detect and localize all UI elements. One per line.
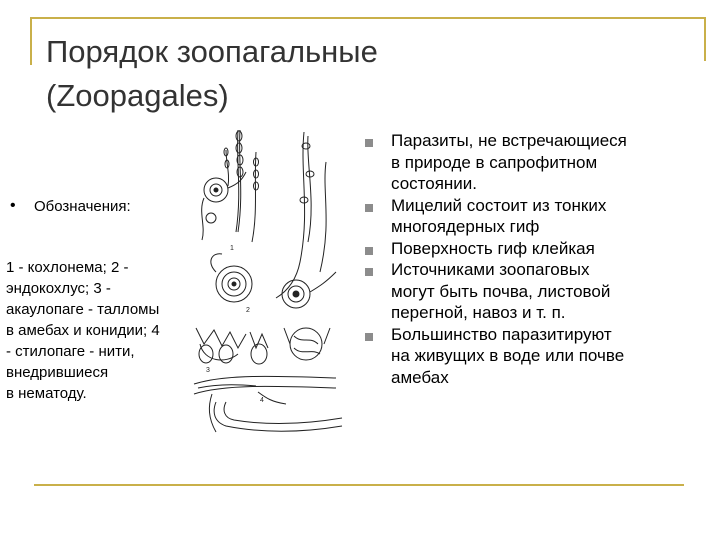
title-line-2: (Zoopagales) bbox=[46, 78, 229, 113]
bullet-line: могут быть почва, листовой bbox=[391, 281, 611, 301]
acaulopage-drawing bbox=[196, 328, 330, 364]
legend-heading: Обозначения: bbox=[34, 198, 131, 215]
bullet-item bbox=[360, 259, 700, 324]
frame-left-line bbox=[30, 17, 32, 65]
bullet-item bbox=[360, 195, 700, 238]
frame-bottom-line bbox=[34, 484, 684, 486]
illustration-label-1: 1 bbox=[230, 245, 234, 252]
bullet-line: многоядерных гиф bbox=[391, 217, 540, 236]
bullet-line: Паразиты, не встречающиеся bbox=[391, 131, 627, 150]
title-line-1: Порядок зоопагальные bbox=[46, 34, 378, 69]
legend-line: внедрившиеся bbox=[6, 364, 109, 381]
legend-bullet: • bbox=[10, 197, 16, 214]
legend-line: в нематоду. bbox=[6, 385, 87, 402]
bullet-line: в природе в сапрофитном bbox=[391, 152, 598, 172]
square-bullet-icon bbox=[365, 333, 373, 341]
legend-line: 1 - кохлонема; 2 - bbox=[6, 259, 129, 276]
legend-line: акаулопаге - талломы bbox=[6, 301, 160, 318]
stylopage-drawing bbox=[194, 376, 342, 432]
frame-right-line bbox=[704, 17, 706, 61]
legend-line: эндокохлус; 3 - bbox=[6, 280, 111, 297]
cochlonema-drawing bbox=[202, 130, 259, 242]
bullet-item bbox=[360, 238, 700, 260]
bullet-line: состоянии. bbox=[391, 174, 478, 193]
square-bullet-icon bbox=[365, 268, 373, 276]
bullet-item bbox=[360, 130, 700, 195]
bullet-item bbox=[360, 324, 700, 389]
square-bullet-icon bbox=[365, 204, 373, 212]
bullet-line: Мицелий состоит из тонких bbox=[391, 195, 607, 215]
bullet-line: перегной, навоз и т. п. bbox=[391, 303, 566, 322]
illustration-label-4: 4 bbox=[260, 397, 264, 404]
bullet-line: на живущих в воде или почве bbox=[391, 346, 625, 365]
legend-text bbox=[6, 257, 206, 404]
zoopagales-illustration bbox=[186, 122, 346, 440]
legend-line: в амебах и конидии; 4 bbox=[6, 322, 160, 339]
square-bullet-icon bbox=[365, 139, 373, 147]
square-bullet-icon bbox=[365, 247, 373, 255]
bullet-line: Поверхность гиф клейкая bbox=[391, 238, 595, 258]
endocochlus-drawing bbox=[211, 254, 336, 308]
bullet-line: Большинство паразитируют bbox=[391, 324, 612, 344]
bullet-line: амебах bbox=[391, 367, 449, 387]
illustration-label-3: 3 bbox=[206, 367, 210, 374]
bullet-line: Источниками зоопаговых bbox=[391, 260, 590, 279]
frame-top-line bbox=[30, 17, 706, 19]
illustration-label-2: 2 bbox=[246, 307, 250, 314]
legend-line: - стилопаге - нити, bbox=[6, 343, 135, 360]
filaments-drawing bbox=[276, 132, 326, 298]
bullet-list bbox=[360, 130, 700, 388]
slide-title bbox=[46, 30, 486, 118]
